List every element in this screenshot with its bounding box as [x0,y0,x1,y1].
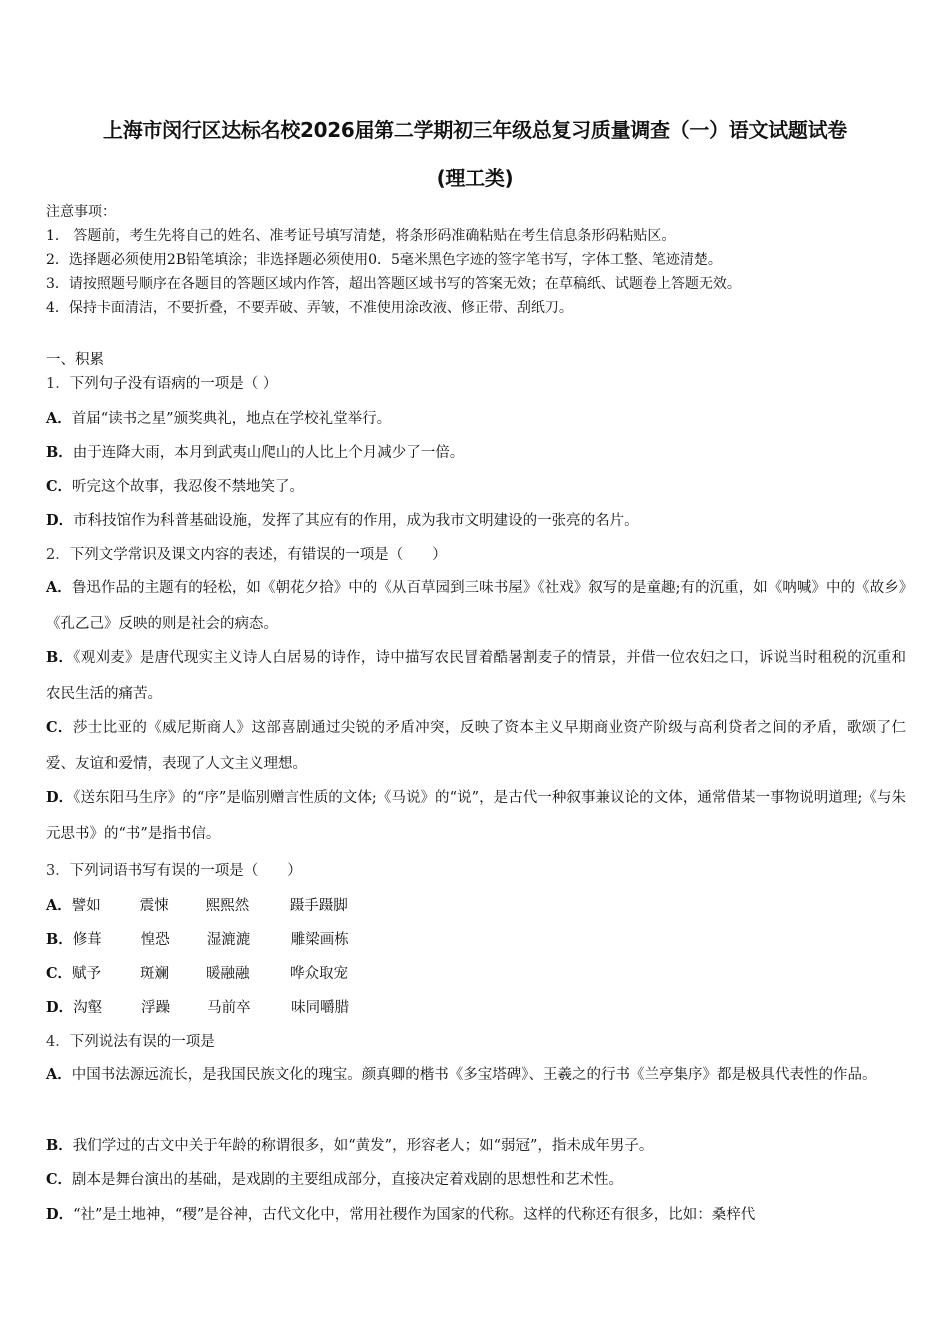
option-text: 中国书法源远流长，是我国民族文化的瑰宝。颜真卿的楷书《多宝塔碑》、王羲之的行书《兰亭集序》都是极具代表性的作品。 [71,1067,877,1083]
q4-option-b [46,1136,916,1156]
q2-option-a [46,570,906,642]
q1-option-d [46,511,916,531]
option-word: 雕梁画栋 [290,932,349,948]
question-number: 2． [46,547,70,563]
option-word: 修葺 [72,932,102,948]
option-word: 蹑手蹑脚 [289,898,348,914]
option-label: A． [46,897,72,914]
option-label: B． [46,444,73,461]
q1-option-a [46,409,916,429]
question-number: 3． [46,863,70,879]
option-label: D． [46,789,74,806]
page-title: 上海市闵行区达标名校2026届第二学期初三年级总复习质量调查（一）语文试题试卷 [103,118,847,142]
option-text: 《观刈麦》是唐代现实主义诗人白居易的诗作，诗中描写农民冒着酷暑割麦子的情景，并借一位农妇之口，诉说当时租税的沉重和农民生活的痛苦。 [46,650,906,702]
question-stem: 下列文学常识及课文内容的表述，有错误的一项是（ ） [69,547,447,563]
q4-option-d [46,1205,916,1225]
option-word: 震悚 [139,898,169,914]
option-text: 听完这个故事，我忍俊不禁地笑了。 [72,479,305,495]
section-heading: 一、积累 [46,352,104,368]
q3-option-b [46,930,349,950]
option-label: B． [46,931,73,948]
option-text: 莎士比亚的《威尼斯商人》这部喜剧通过尖锐的矛盾冲突，反映了资本主义早期商业资产阶级与高利贷者之间的矛盾，歌颂了仁爱、友谊和爱情，表现了人文主义理想。 [46,720,906,772]
q2-option-b [46,640,906,712]
question-3 [46,861,916,881]
option-word: 譬如 [71,898,101,914]
question-2 [46,545,916,565]
option-label: C． [46,478,73,495]
question-stem: 下列词语书写有误的一项是（ ） [69,863,302,879]
option-label: C． [46,965,73,982]
option-text: 首届“读书之星”颁奖典礼，地点在学校礼堂举行。 [71,411,392,427]
option-label: D． [46,1206,74,1223]
option-text: 由于连降大雨，本月到武夷山爬山的人比上个月减少了一倍。 [72,445,465,461]
option-label: C． [46,1171,73,1188]
question-stem: 下列句子没有语病的一项是（ ） [69,376,278,392]
notice-item: 2．选择题必须使用2B铅笔填涂；非选择题必须使用0．5毫米黑色字迹的签字笔书写，字体工整、笔迹清楚。 [46,252,722,268]
question-stem: 下列说法有误的一项是 [69,1034,215,1050]
option-word: 浮躁 [141,1000,171,1016]
q1-option-c [46,477,916,497]
q3-option-a [46,896,348,916]
option-text: “社”是土地神，“稷”是谷神，古代文化中，常用社稷作为国家的代称。这样的代称还有很多，比如：桑梓代 [73,1207,756,1223]
option-word: 味同嚼腊 [291,1000,350,1016]
q2-option-c [46,710,906,782]
option-text: 《送东阳马生序》的“序”是临别赠言性质的文体;《马说》的“说”，是古代一种叙事兼议论的文体，通常借某一事物说明道理;《与朱元思书》的“书”是指书信。 [46,790,906,842]
option-label: B． [46,1137,73,1154]
notice-item: 4．保持卡面清洁，不要折叠，不要弄破、弄皱，不准使用涂改液、修正带、刮纸刀。 [46,300,573,316]
notice-heading: 注意事项： [46,204,116,220]
option-word: 湿漉漉 [206,932,251,948]
option-text: 剧本是舞台演出的基础，是戏剧的主要组成部分，直接决定着戏剧的思想性和艺术性。 [72,1172,624,1188]
option-label: A． [46,1066,72,1083]
option-word: 哗众取宠 [290,966,349,982]
page-subtitle: (理工类) [436,166,514,190]
option-word: 暖融融 [206,966,250,982]
option-text: 我们学过的古文中关于年龄的称谓很多，如“黄发”，形容老人；如“弱冠”，指未成年男子。 [72,1138,654,1154]
question-4 [46,1032,916,1052]
q1-option-b [46,443,916,463]
option-label: B． [46,649,74,666]
option-label: D． [46,999,74,1016]
option-word: 惶恐 [140,932,170,948]
option-label: D． [46,512,74,529]
option-word: 赋予 [72,966,102,982]
question-number: 4． [46,1034,70,1050]
notice-item: 3．请按照题号顺序在各题目的答题区域内作答，超出答题区域书写的答案无效；在草稿纸、试题卷上答题无效。 [46,276,741,292]
q3-option-d [46,998,349,1018]
option-word: 沟壑 [73,1000,103,1016]
option-word: 斑斓 [140,966,170,982]
option-label: C． [46,719,73,736]
notice-item: 1． 答题前，考生先将自己的姓名、准考证号填写清楚，将条形码准确粘贴在考生信息条形码粘贴区。 [46,228,676,244]
q4-option-a [46,1057,906,1093]
q3-option-c [46,964,348,984]
option-text: 市科技馆作为科普基础设施，发挥了其应有的作用，成为我市文明建设的一张亮的名片。 [73,513,639,529]
question-number: 1． [46,376,70,392]
q4-option-c [46,1170,916,1190]
option-text: 鲁迅作品的主题有的轻松，如《朝花夕拾》中的《从百草园到三味书屋》《社戏》叙写的是童趣;有的沉重，如《呐喊》中的《故乡》《孔乙己》反映的则是社会的病态。 [46,580,906,632]
question-1 [46,374,916,394]
option-word: 马前卒 [207,1000,251,1016]
option-label: A． [46,579,72,596]
q2-option-d [46,780,906,852]
option-label: A． [46,410,72,427]
option-word: 熙熙然 [205,898,250,914]
